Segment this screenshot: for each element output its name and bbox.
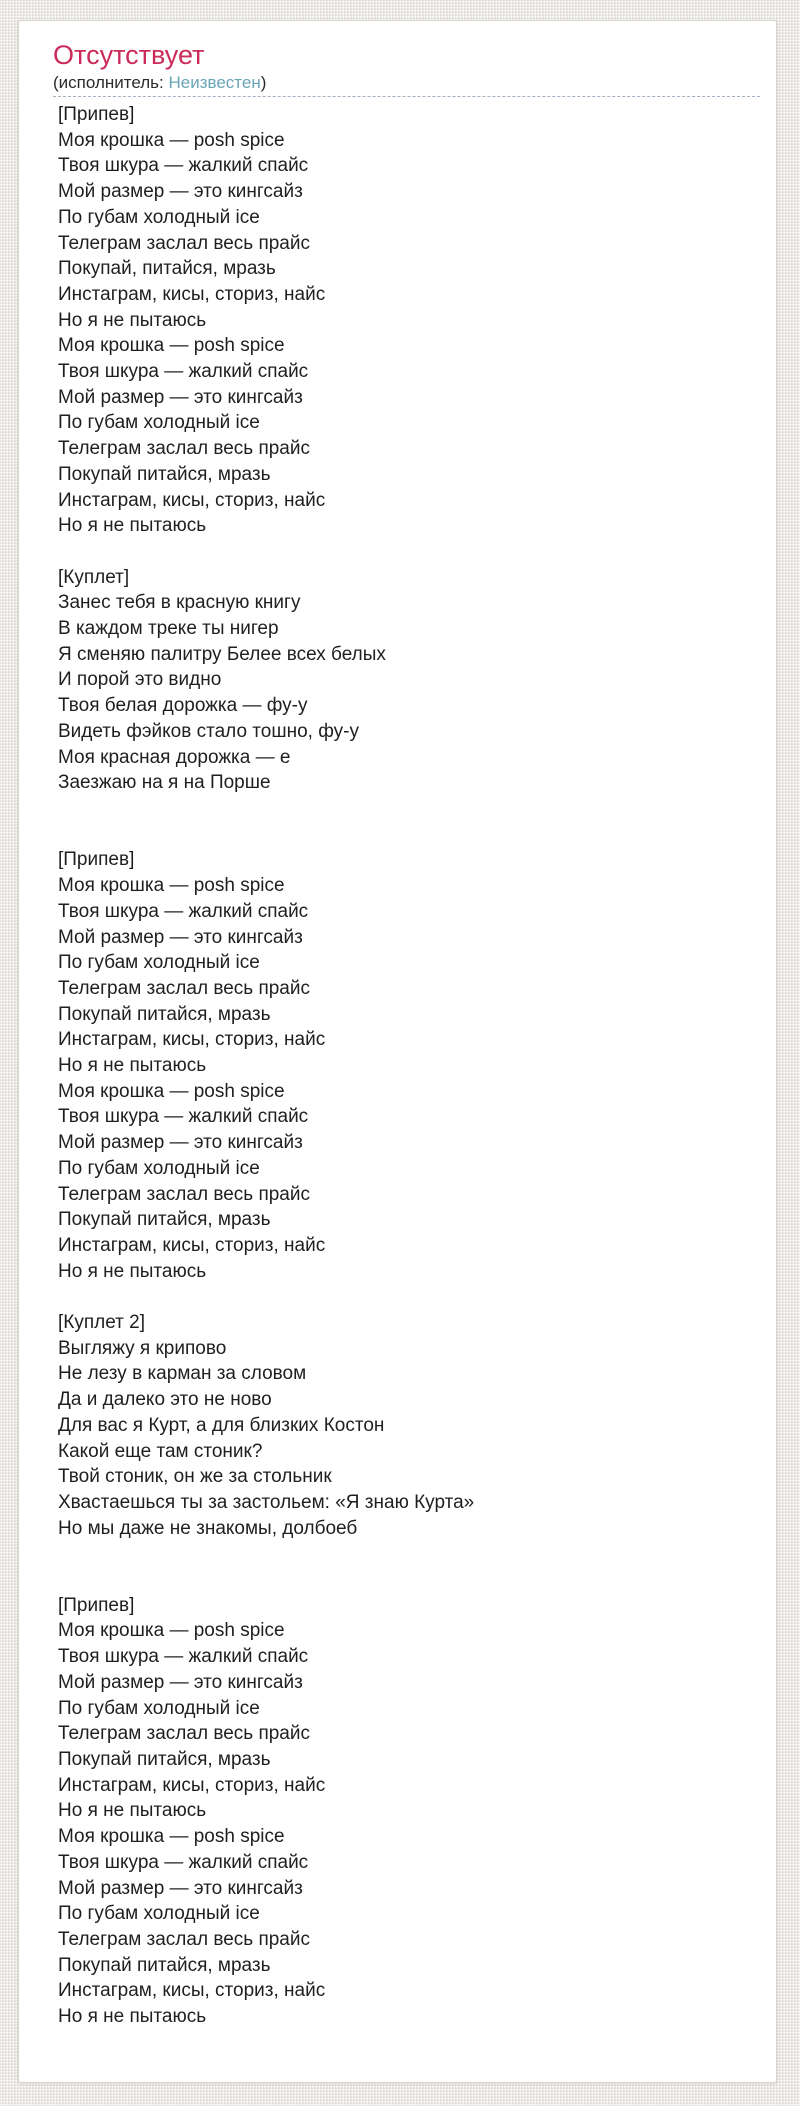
lyric-line: Но я не пытаюсь [58,309,207,331]
lyric-line: Заезжаю на я на Порше [58,772,271,794]
lyric-line: Но я не пытаюсь [58,515,207,537]
section-header: [Куплет] [58,566,130,588]
lyric-line: По губам холодный ice [58,952,260,974]
lyric-line: Твоя шкура — жалкий спайс [58,900,309,922]
lyric-line: По губам холодный ice [58,1697,260,1719]
blank-line [58,1567,760,1593]
lyric-line: По губам холодный ice [58,1903,260,1925]
lyric-line: Твоя шкура — жалкий спайс [58,1106,309,1128]
lyric-line: Покупай питайся, мразь [58,1954,271,1976]
lyric-line: Но мы даже не знакомы, долбоеб [58,1517,358,1539]
lyric-line: Твоя белая дорожка — фу-у [58,695,308,717]
lyric-line: И порой это видно [58,669,222,691]
lyric-line: Мой размер — это кингсайз [58,1671,303,1693]
lyric-line: Да и далеко это не ново [58,1389,272,1411]
lyric-line: Телеграм заслал весь прайс [58,438,310,460]
lyric-line: Мой размер — это кингсайз [58,181,303,203]
section-header: [Куплет 2] [58,1312,145,1334]
lyric-line: Но я не пытаюсь [58,1055,207,1077]
lyric-line: Твоя шкура — жалкий спайс [58,1646,309,1668]
lyric-line: Покупай, питайся, мразь [58,258,276,280]
lyric-line: Покупай питайся, мразь [58,1749,271,1770]
lyric-line: Мой размер — это кингсайз [58,1132,303,1154]
lyric-line: По губам холодный ice [58,412,260,434]
lyric-line: Какой еще там стоник? [58,1440,263,1462]
lyric-line: Моя крошка — posh spice [58,1080,285,1102]
lyric-line: Мой размер — это кингсайз [58,386,303,408]
artist-label: (исполнитель: [53,73,164,92]
lyric-line: Инстаграм, кисы, сториз, найс [58,489,326,511]
lyric-line: Инстаграм, кисы, сториз, найс [58,1774,326,1796]
lyric-line: Я сменяю палитру Белее всех белых [58,643,386,665]
lyric-line: Инстаграм, кисы, сториз, найс [58,283,326,305]
blank-line [58,822,760,848]
lyric-line: Телеграм заслал весь прайс [58,1183,310,1205]
section-header: [Припев] [58,1594,135,1616]
lyric-line: Моя крошка — posh spice [58,875,285,897]
lyric-line: Мой размер — это кингсайз [58,1877,303,1899]
artist-row [53,73,760,97]
lyrics-text [58,102,760,2030]
lyric-line: Видеть фэйков стало тошно, фу-у [58,720,359,742]
lyric-line: Моя крошка — posh spice [58,335,285,357]
lyric-line: Покупай питайся, мразь [58,463,271,485]
lyric-line: Телеграм заслал весь прайс [58,232,310,254]
lyric-line: Телеграм заслал весь прайс [58,1928,310,1950]
page-title: Отсутствует [53,40,205,70]
lyric-line: Телеграм заслал весь прайс [58,1723,310,1745]
lyric-line: Но я не пытаюсь [58,1800,207,1822]
lyric-line: Инстаграм, кисы, сториз, найс [58,1980,326,2002]
lyric-line: Твоя шкура — жалкий спайс [58,1851,309,1873]
lyric-line: Твоя шкура — жалкий спайс [58,361,309,383]
lyric-line: Моя красная дорожка — е [58,746,291,768]
lyric-line: Моя крошка — posh spice [58,129,285,151]
artist-link[interactable]: Неизвестен [168,73,261,92]
lyric-line: Хвастаешься ты за застольем: «Я знаю Курта» [58,1491,475,1513]
blank-line [58,539,760,565]
lyric-line: Покупай питайся, мразь [58,1209,271,1231]
lyric-line: Мой размер — это кингсайз [58,926,303,948]
lyric-line: По губам холодный ice [58,206,260,228]
blank-line [58,1284,760,1310]
lyric-line: Твой стоник, он же за стольник [58,1466,332,1488]
blank-line [58,1541,760,1567]
section-header: [Припев] [58,104,135,125]
blank-line [58,796,760,822]
lyric-line: Но я не пытаюсь [58,1260,207,1282]
lyric-line: Твоя шкура — жалкий спайс [58,155,309,177]
lyric-line: В каждом треке ты нигер [58,618,279,640]
lyric-line: Инстаграм, кисы, сториз, найс [58,1029,326,1051]
section-header: [Припев] [58,849,135,871]
lyric-line: Покупай питайся, мразь [58,1003,271,1025]
song-card [18,20,777,2083]
lyric-line: Для вас я Курт, а для близких Костон [58,1414,385,1436]
lyric-line: Телеграм заслал весь прайс [58,977,310,999]
lyric-line: Не лезу в карман за словом [58,1363,307,1385]
lyric-line: Моя крошка — posh spice [58,1826,285,1848]
lyric-line: Моя крошка — posh spice [58,1620,285,1642]
lyric-line: Занес тебя в красную книгу [58,592,301,614]
lyric-line: Но я не пытаюсь [58,2006,207,2028]
lyric-line: Выгляжу я крипово [58,1337,227,1359]
lyric-line: По губам холодный ice [58,1157,260,1179]
lyric-line: Инстаграм, кисы, сториз, найс [58,1234,326,1256]
artist-close-paren: ) [260,73,267,92]
